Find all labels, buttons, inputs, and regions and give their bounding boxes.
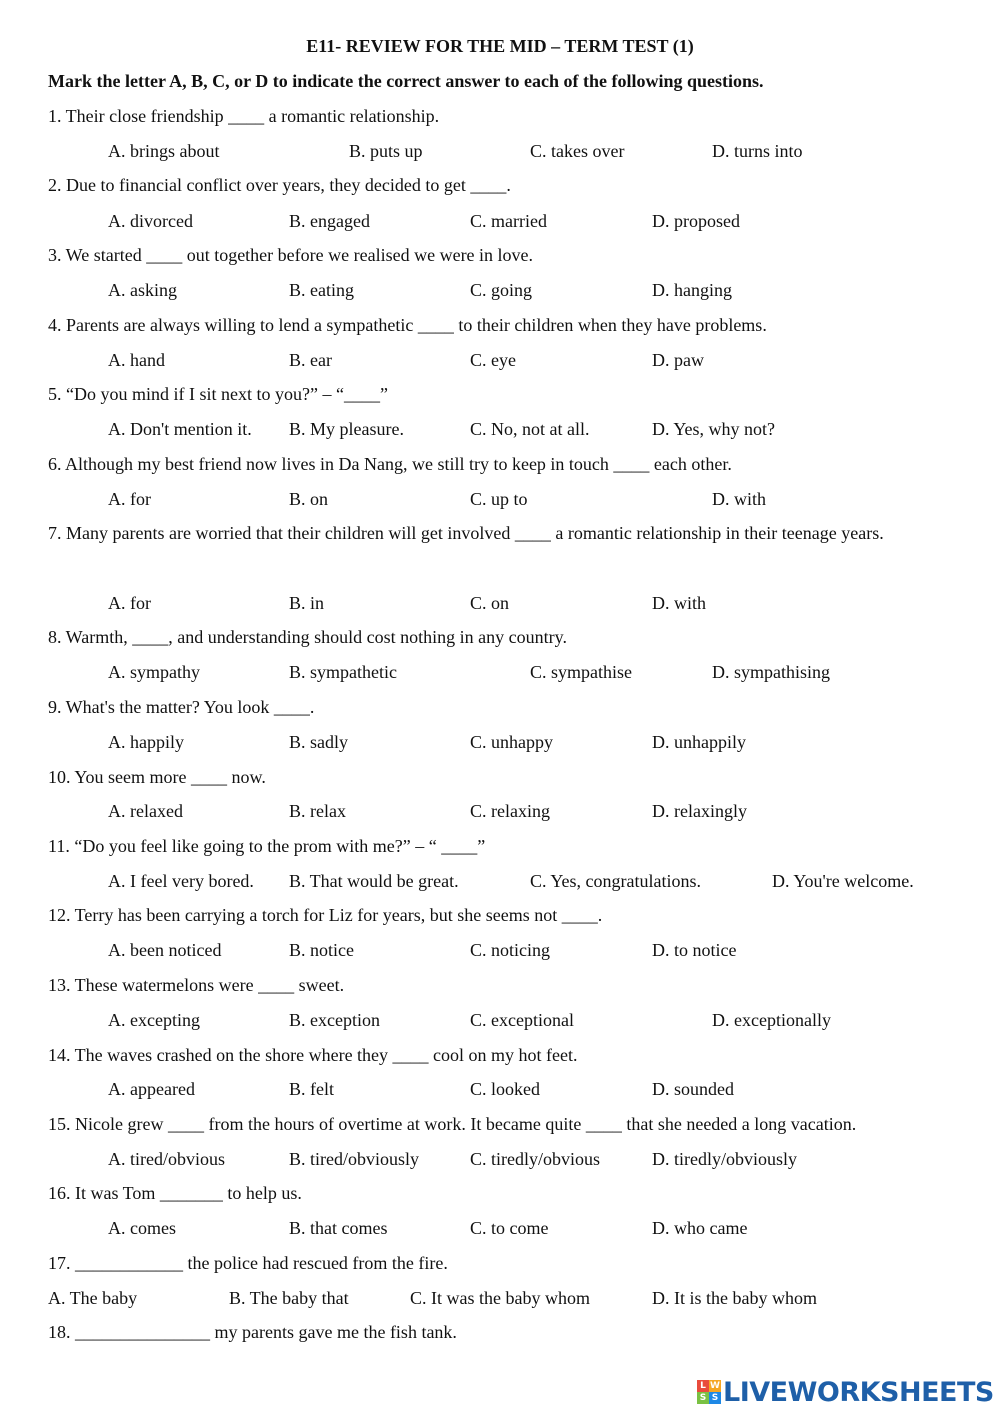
- question-18: 18. _______________ my parents gave me the fish tank.: [48, 1322, 457, 1342]
- question-13: 13. These watermelons were ____ sweet.: [48, 975, 345, 995]
- question-12: 12. Terry has been carrying a torch for Liz for years, but she seems not ____.: [48, 905, 603, 925]
- option-7d[interactable]: D. with: [652, 593, 706, 613]
- option-16b[interactable]: B. that comes: [289, 1218, 388, 1238]
- question-8: 8. Warmth, ____, and understanding should cost nothing in any country.: [48, 627, 567, 647]
- option-17c[interactable]: C. It was the baby whom: [410, 1288, 590, 1308]
- question-7: 7. Many parents are worried that their children will get involved ____ a romantic relationship in their teenage years.: [48, 523, 884, 543]
- option-9b[interactable]: B. sadly: [289, 732, 349, 752]
- option-3d[interactable]: D. hanging: [652, 280, 732, 300]
- option-2d[interactable]: D. proposed: [652, 211, 740, 231]
- option-3b[interactable]: B. eating: [289, 280, 354, 300]
- option-7a[interactable]: A. for: [108, 593, 151, 613]
- option-2c[interactable]: C. married: [470, 211, 547, 231]
- option-5b[interactable]: B. My pleasure.: [289, 419, 404, 439]
- option-13b[interactable]: B. exception: [289, 1010, 380, 1030]
- option-6a[interactable]: A. for: [108, 489, 151, 509]
- question-14: 14. The waves crashed on the shore where they ____ cool on my hot feet.: [48, 1045, 578, 1065]
- option-16d[interactable]: D. who came: [652, 1218, 748, 1238]
- liveworksheets-logo: [697, 1375, 994, 1409]
- option-17b[interactable]: B. The baby that: [229, 1288, 349, 1308]
- question-17: 17. ____________ the police had rescued from the fire.: [48, 1253, 448, 1273]
- option-4d[interactable]: D. paw: [652, 350, 704, 370]
- question-3: 3. We started ____ out together before we realised we were in love.: [48, 245, 534, 265]
- question-9: 9. What's the matter? You look ____.: [48, 697, 315, 717]
- question-2: 2. Due to financial conflict over years, they decided to get ____.: [48, 175, 511, 195]
- question-15: 15. Nicole grew ____ from the hours of overtime at work. It became quite ____ that she needed a long vacation.: [48, 1114, 857, 1134]
- option-8c[interactable]: C. sympathise: [530, 662, 632, 682]
- option-8a[interactable]: A. sympathy: [108, 662, 200, 682]
- liveworksheets-mark-icon: [697, 1380, 721, 1404]
- option-7b[interactable]: B. in: [289, 593, 325, 613]
- option-17a[interactable]: A. The baby: [48, 1288, 138, 1308]
- question-5: 5. “Do you mind if I sit next to you?” – “____”: [48, 384, 388, 404]
- option-2b[interactable]: B. engaged: [289, 211, 370, 231]
- worksheet-title: E11- REVIEW FOR THE MID – TERM TEST (1): [306, 36, 694, 56]
- option-12d[interactable]: D. to notice: [652, 940, 737, 960]
- option-11a[interactable]: A. I feel very bored.: [108, 871, 254, 891]
- option-1d[interactable]: D. turns into: [712, 141, 803, 161]
- option-15c[interactable]: C. tiredly/obvious: [470, 1149, 600, 1169]
- option-12c[interactable]: C. noticing: [470, 940, 550, 960]
- option-6c[interactable]: C. up to: [470, 489, 528, 509]
- option-6d[interactable]: D. with: [712, 489, 766, 509]
- logo-text: LIVEWORKSHEETS: [723, 1376, 994, 1408]
- logo-mark-letter: S: [709, 1392, 721, 1404]
- option-11c[interactable]: C. Yes, congratulations.: [530, 871, 701, 891]
- option-11d[interactable]: D. You're welcome.: [772, 871, 914, 891]
- option-11b[interactable]: B. That would be great.: [289, 871, 459, 891]
- logo-mark-letter: W: [710, 1381, 720, 1391]
- question-16: 16. It was Tom _______ to help us.: [48, 1183, 302, 1203]
- option-5c[interactable]: C. No, not at all.: [470, 419, 590, 439]
- option-14d[interactable]: D. sounded: [652, 1079, 734, 1099]
- option-3c[interactable]: C. going: [470, 280, 533, 300]
- option-2a[interactable]: A. divorced: [108, 211, 193, 231]
- option-1b[interactable]: B. puts up: [349, 141, 423, 161]
- option-5a[interactable]: A. Don't mention it.: [108, 419, 252, 439]
- option-9c[interactable]: C. unhappy: [470, 732, 553, 752]
- option-1c[interactable]: C. takes over: [530, 141, 625, 161]
- option-15d[interactable]: D. tiredly/obviously: [652, 1149, 797, 1169]
- option-1a[interactable]: A. brings about: [108, 141, 220, 161]
- option-8d[interactable]: D. sympathising: [712, 662, 831, 682]
- option-9d[interactable]: D. unhappily: [652, 732, 746, 752]
- option-5d[interactable]: D. Yes, why not?: [652, 419, 776, 439]
- question-10: 10. You seem more ____ now.: [48, 767, 266, 787]
- option-16c[interactable]: C. to come: [470, 1218, 549, 1238]
- question-1: 1. Their close friendship ____ a romantic relationship.: [48, 106, 440, 126]
- option-8b[interactable]: B. sympathetic: [289, 662, 397, 682]
- question-11: 11. “Do you feel like going to the prom with me?” – “ ____”: [48, 836, 486, 856]
- logo-mark-letter: L: [697, 1380, 709, 1392]
- option-16a[interactable]: A. comes: [108, 1218, 176, 1238]
- option-15a[interactable]: A. tired/obvious: [108, 1149, 225, 1169]
- option-3a[interactable]: A. asking: [108, 280, 177, 300]
- option-6b[interactable]: B. on: [289, 489, 329, 509]
- question-6: 6. Although my best friend now lives in Da Nang, we still try to keep in touch ____ each other.: [48, 454, 732, 474]
- option-15b[interactable]: B. tired/obviously: [289, 1149, 419, 1169]
- option-14c[interactable]: C. looked: [470, 1079, 540, 1099]
- option-13c[interactable]: C. exceptional: [470, 1010, 574, 1030]
- option-14a[interactable]: A. appeared: [108, 1079, 195, 1099]
- option-7c[interactable]: C. on: [470, 593, 510, 613]
- option-4a[interactable]: A. hand: [108, 350, 165, 370]
- option-12b[interactable]: B. notice: [289, 940, 354, 960]
- option-4c[interactable]: C. eye: [470, 350, 516, 370]
- option-12a[interactable]: A. been noticed: [108, 940, 222, 960]
- option-17d[interactable]: D. It is the baby whom: [652, 1288, 817, 1308]
- question-4: 4. Parents are always willing to lend a sympathetic ____ to their children when they have problems.: [48, 315, 767, 335]
- instruction: Mark the letter A, B, C, or D to indicate the correct answer to each of the following questions.: [48, 71, 764, 91]
- logo-mark-letter: S: [697, 1392, 709, 1404]
- option-4b[interactable]: B. ear: [289, 350, 332, 370]
- option-10a[interactable]: A. relaxed: [108, 801, 183, 821]
- option-10c[interactable]: C. relaxing: [470, 801, 550, 821]
- option-10d[interactable]: D. relaxingly: [652, 801, 747, 821]
- option-14b[interactable]: B. felt: [289, 1079, 334, 1099]
- option-13a[interactable]: A. excepting: [108, 1010, 200, 1030]
- option-13d[interactable]: D. exceptionally: [712, 1010, 831, 1030]
- option-9a[interactable]: A. happily: [108, 732, 184, 752]
- option-10b[interactable]: B. relax: [289, 801, 346, 821]
